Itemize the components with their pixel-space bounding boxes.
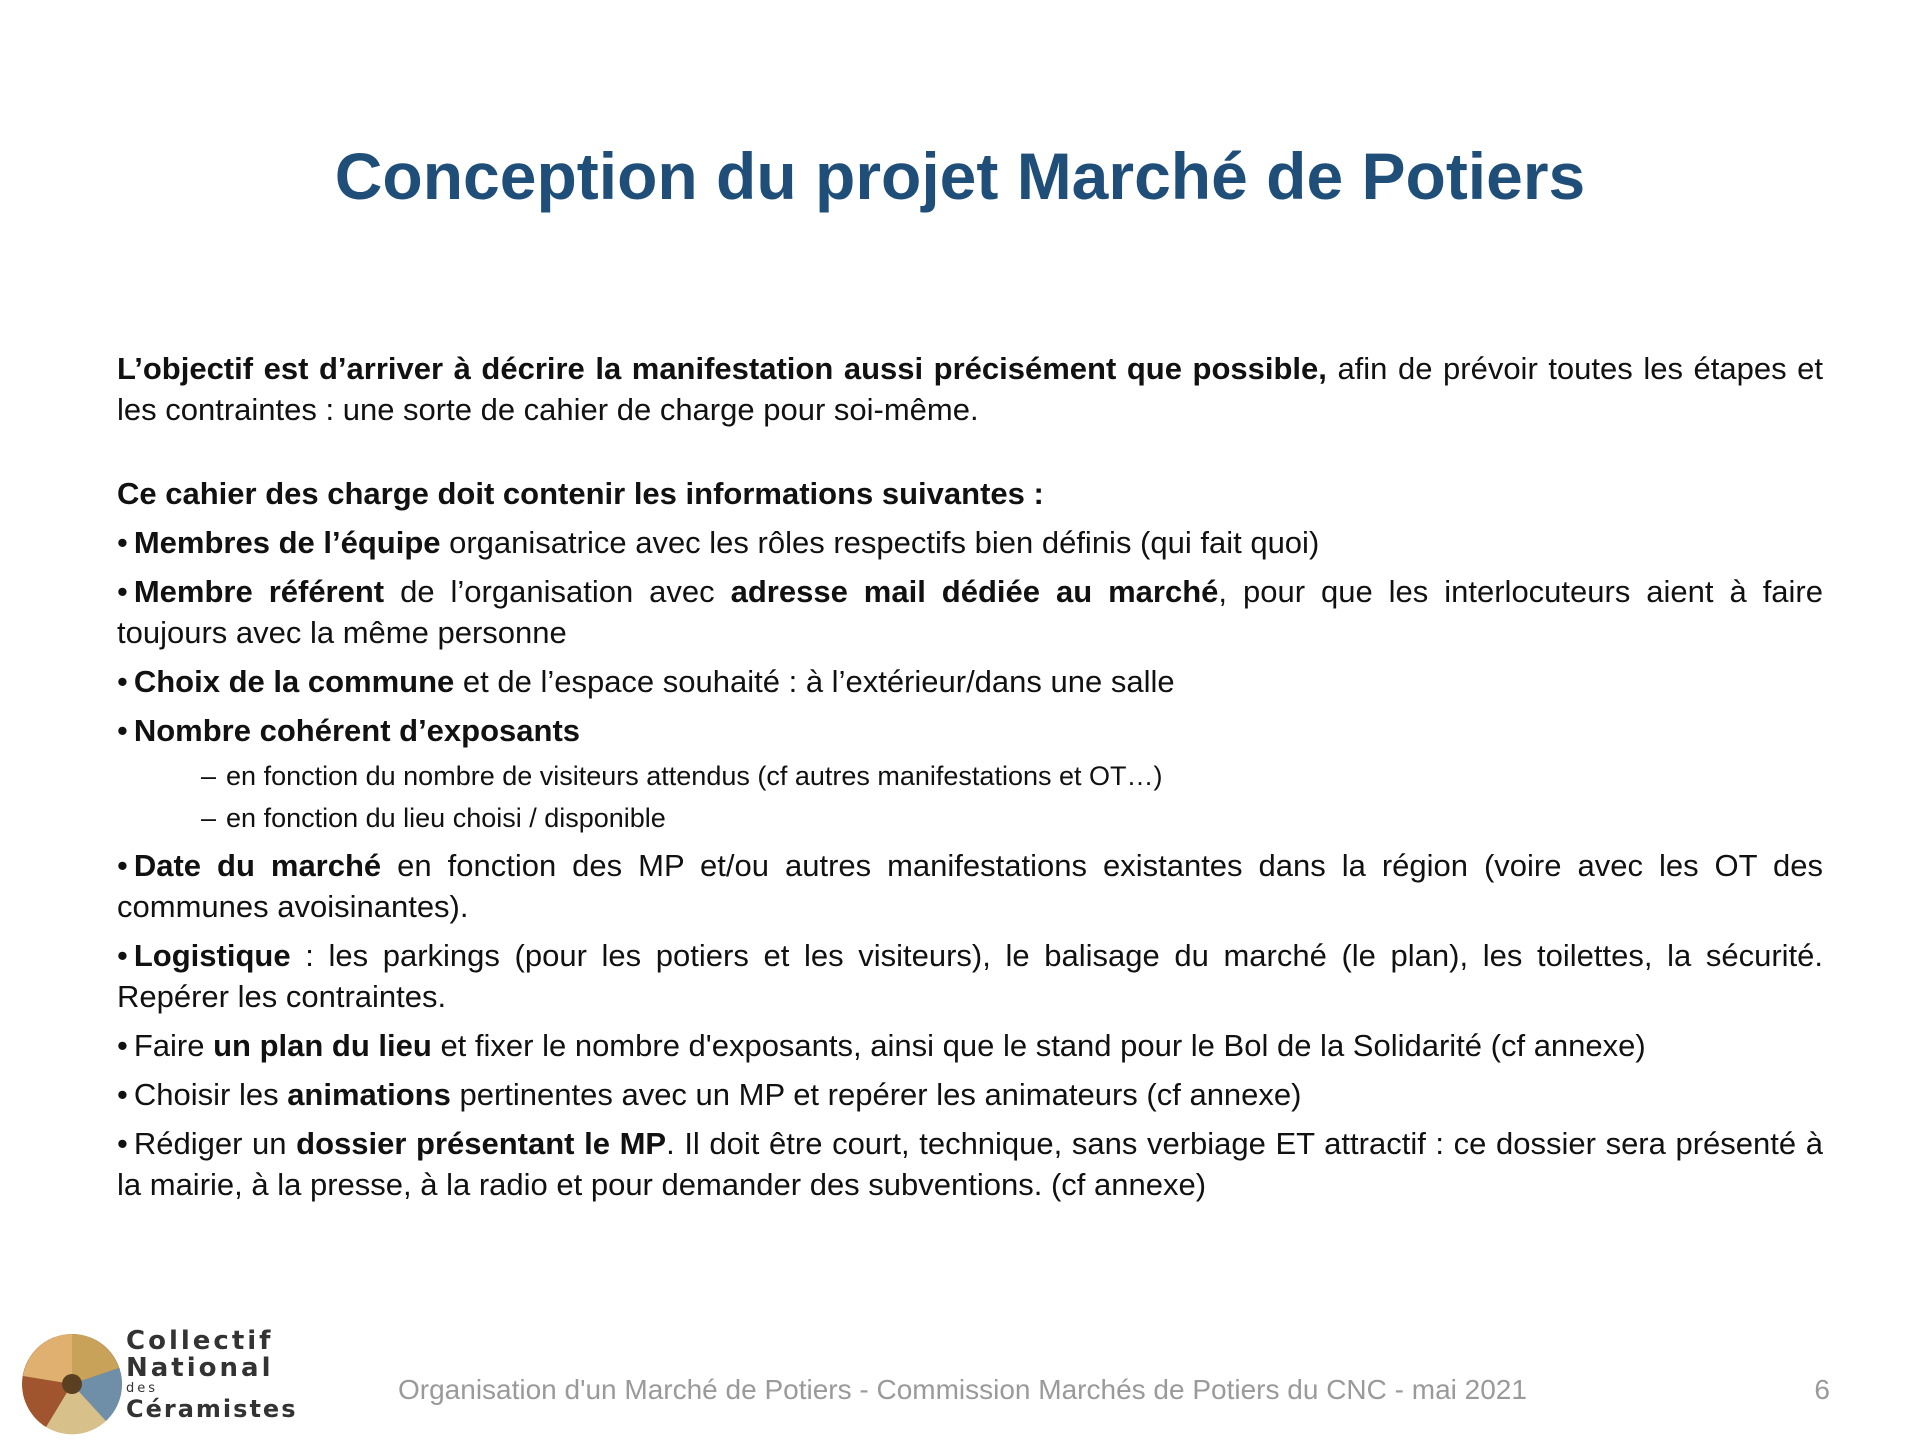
intro-paragraph <box>117 348 1823 430</box>
bullet-text: Choisir les <box>133 1077 288 1112</box>
bullet-text: , pour que les interlocuteurs aient à faire toujours avec la même personne <box>117 574 1824 650</box>
bullet-item <box>117 935 1823 1017</box>
bullet-text: en fonction des MP et/ou autres manifestations existantes dans la région (voire avec les OT des communes avoisinantes). <box>117 848 1823 924</box>
bullet-text: Rédiger un <box>133 1126 297 1161</box>
bullet-marker: • <box>117 1028 128 1063</box>
bullet-text: Faire <box>133 1028 214 1063</box>
bullet-item <box>117 845 1823 927</box>
bullet-text: pertinentes avec un MP et repérer les animateurs (cf annexe) <box>450 1077 1302 1112</box>
intro-text: afin de prévoir toutes les étapes et les contraintes : une sorte de cahier de charge pour soi-même. <box>117 351 1823 427</box>
sub-item <box>201 757 1823 795</box>
sub-item-text: en fonction du lieu choisi / disponible <box>226 803 666 833</box>
bullet-marker: • <box>117 664 128 699</box>
logo-line: Céramistes <box>126 1395 298 1423</box>
bullet-text: . Il doit être court, technique, sans verbiage ET attractif : ce dossier sera présenté à la mairie, à la presse, à la radio et pour demander des subventions. (cf annexe) <box>117 1126 1823 1202</box>
bullet-item <box>117 1074 1823 1115</box>
bullet-bold: Membres de l’équipe <box>133 525 441 560</box>
sub-item-text: en fonction du nombre de visiteurs attendus (cf autres manifestations et OT…) <box>226 761 1163 791</box>
bullet-bold: Date du marché <box>133 848 382 883</box>
dash-marker: – <box>201 803 217 833</box>
bullet-bold: Choix de la commune <box>133 664 455 699</box>
logo-line: des <box>126 1381 159 1396</box>
bullet-bold: Membre référent <box>133 574 385 609</box>
logo-text <box>126 1328 297 1422</box>
pottery-wheel-icon <box>18 1328 128 1436</box>
bullet-text: et fixer le nombre d'exposants, ainsi que le stand pour le Bol de la Solidarité (cf annexe) <box>431 1028 1646 1063</box>
bullet-item <box>117 710 1823 751</box>
section-heading: Ce cahier des charge doit contenir les informations suivantes : <box>117 476 1044 511</box>
bullet-marker: • <box>117 574 128 609</box>
bullet-bold: Nombre cohérent d’exposants <box>133 713 581 748</box>
dash-marker: – <box>201 761 217 791</box>
bullet-marker: • <box>117 525 128 560</box>
slide-title: Conception du projet Marché de Potiers <box>334 139 1586 213</box>
bullet-marker: • <box>117 848 128 883</box>
logo-line: Collectif <box>126 1326 274 1356</box>
bullet-bold: dossier présentant le MP <box>296 1126 667 1161</box>
logo-line: National <box>126 1353 274 1383</box>
bullet-bold: un plan du lieu <box>213 1028 432 1063</box>
bullet-marker: • <box>117 1126 128 1161</box>
bullet-marker: • <box>117 938 128 973</box>
bullet-text: : les parkings (pour les potiers et les visiteurs), le balisage du marché (le plan), les toilettes, la sécurité. Repérer les contraintes. <box>117 938 1823 1014</box>
footer-text: Organisation d'un Marché de Potiers - Commission Marchés de Potiers du CNC - mai 2021 <box>398 1374 1527 1405</box>
bullet-bold: Logistique <box>133 938 291 973</box>
bullet-text: et de l’espace souhaité : à l’extérieur/dans une salle <box>454 664 1175 699</box>
bullet-marker: • <box>117 713 128 748</box>
cnc-logo <box>18 1326 298 1436</box>
slide-body <box>117 348 1823 1213</box>
intro-bold: L’objectif est d’arriver à décrire la manifestation aussi précisément que possible, <box>117 351 1327 386</box>
bullet-bold: animations <box>287 1077 451 1112</box>
bullet-item <box>117 1025 1823 1066</box>
bullet-marker: • <box>117 1077 128 1112</box>
bullet-text: de l’organisation avec <box>384 574 731 609</box>
bullet-item <box>117 522 1823 563</box>
sub-item <box>201 799 1823 837</box>
bullet-bold: adresse mail dédiée au marché <box>730 574 1219 609</box>
bullet-item <box>117 661 1823 702</box>
bullet-text: organisatrice avec les rôles respectifs bien définis (qui fait quoi) <box>440 525 1320 560</box>
bullet-item <box>117 571 1823 653</box>
page-number: 6 <box>1814 1374 1830 1405</box>
bullet-item <box>117 1123 1823 1205</box>
